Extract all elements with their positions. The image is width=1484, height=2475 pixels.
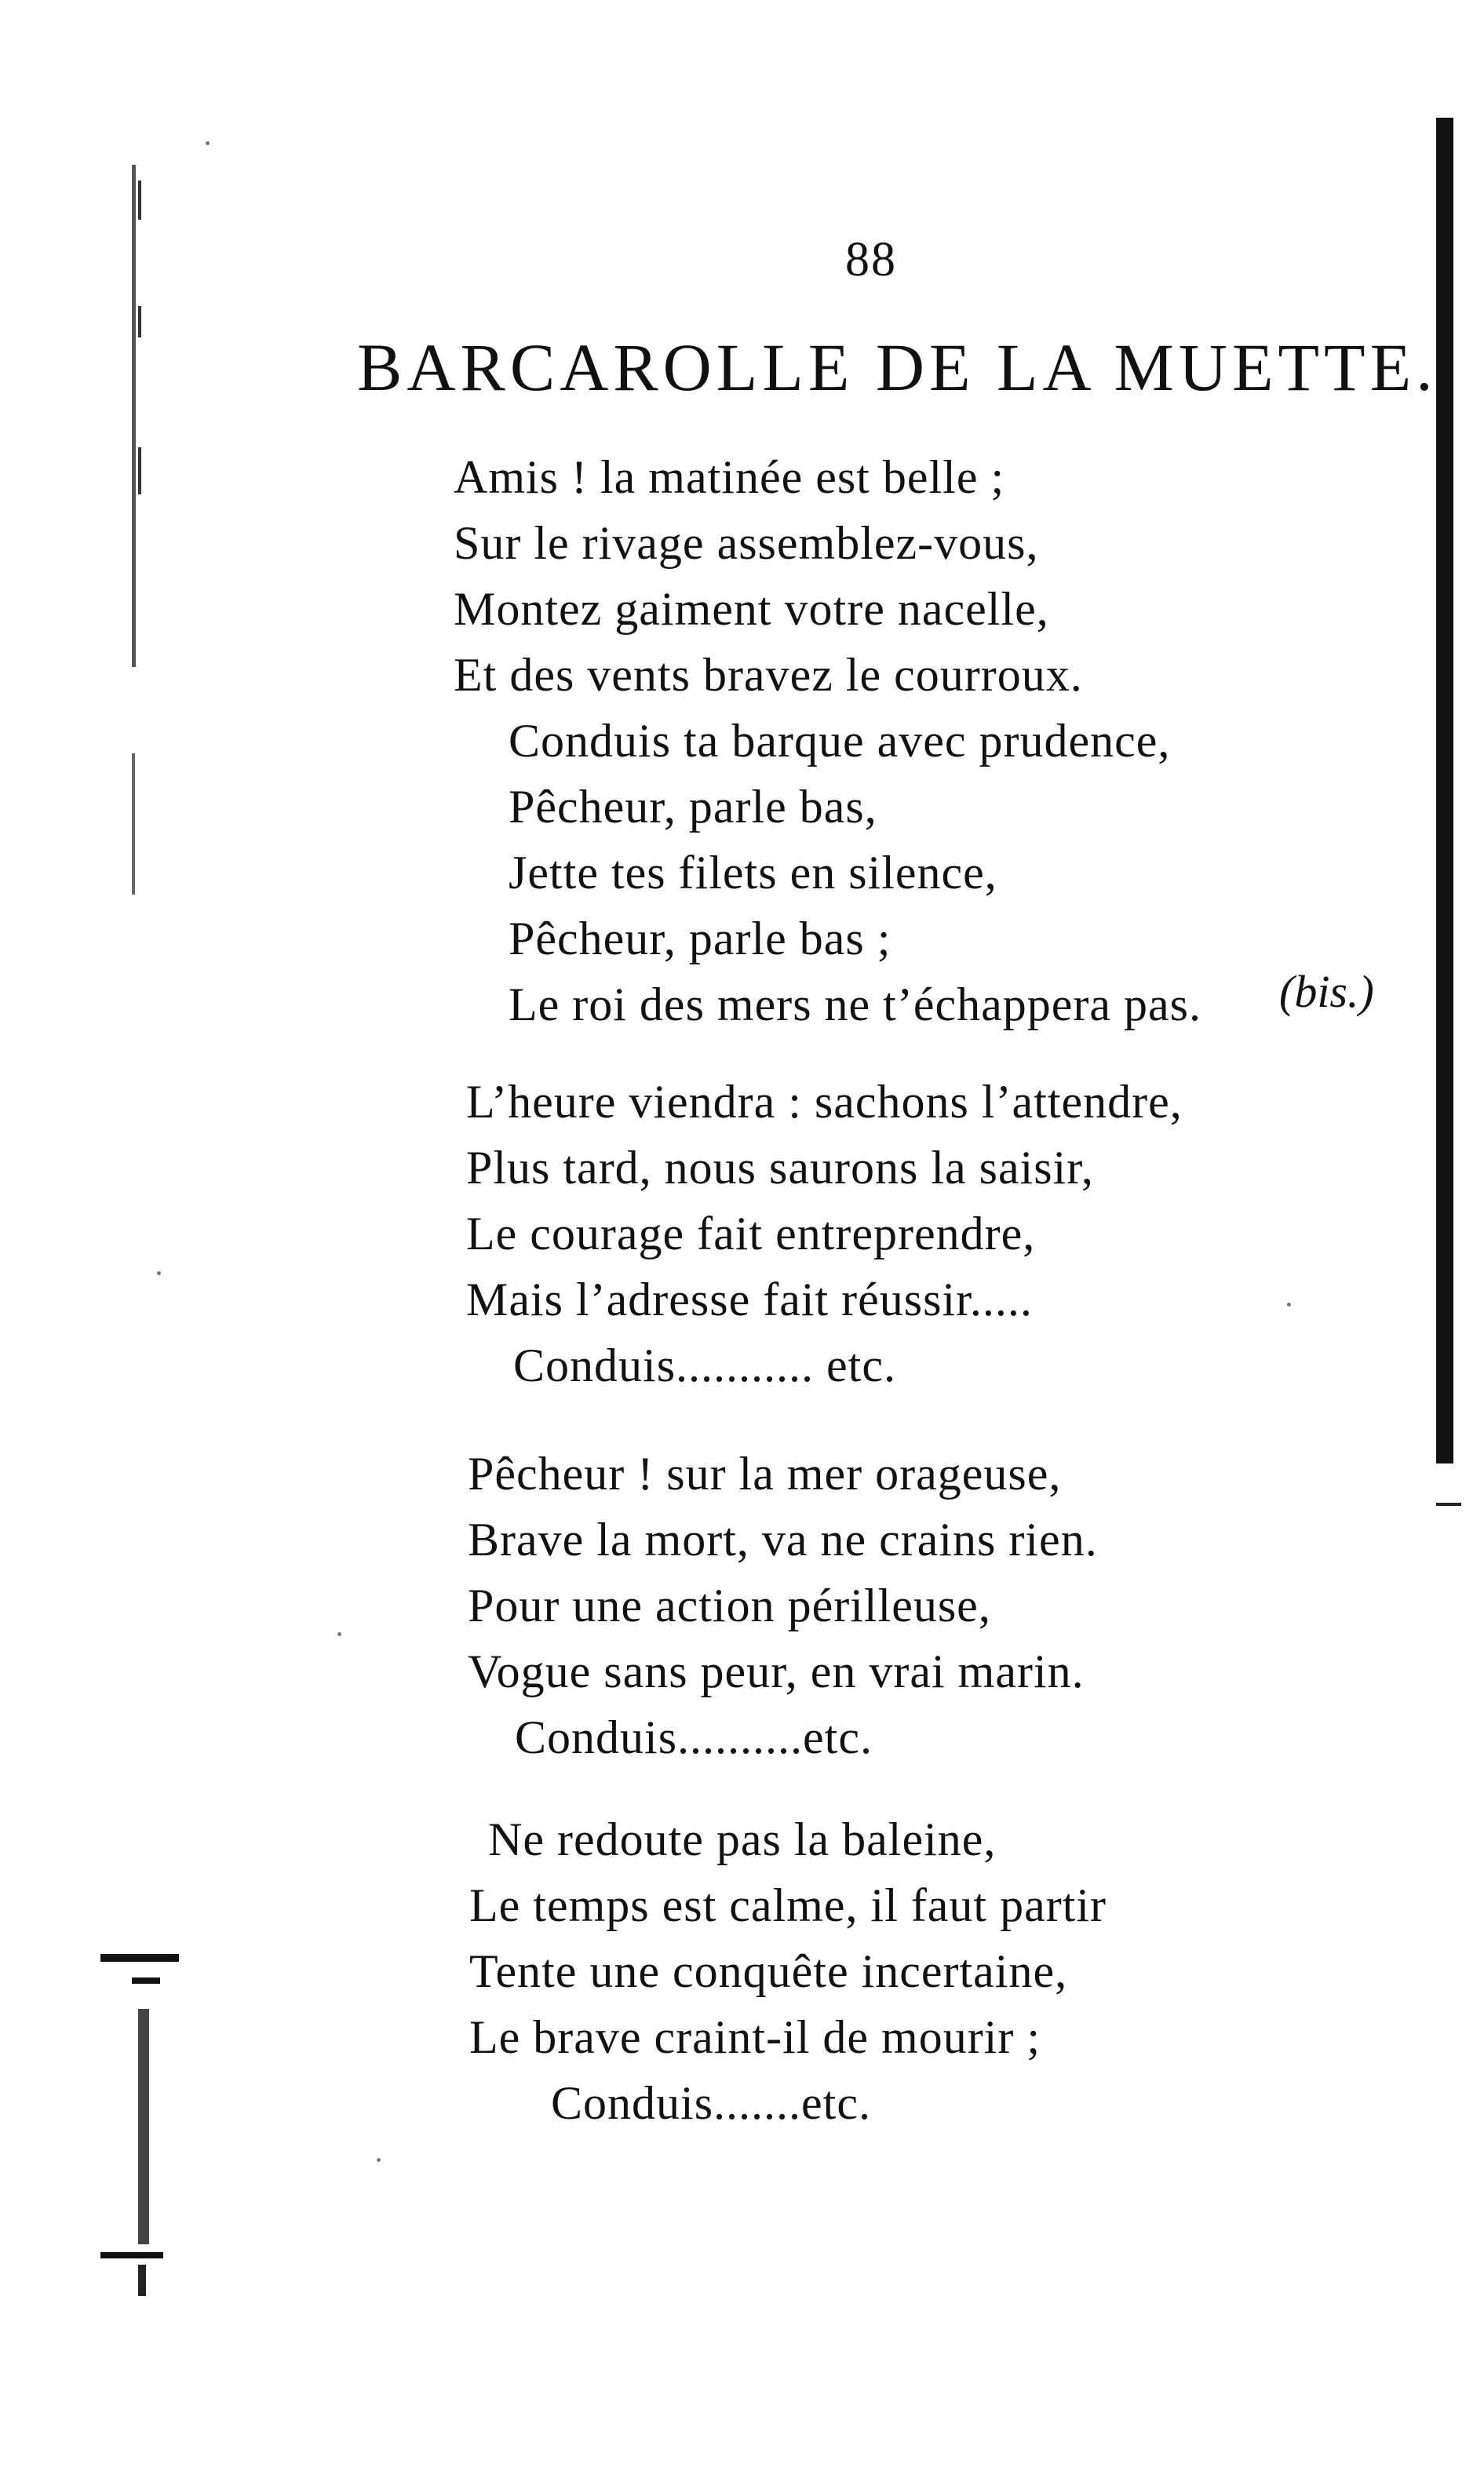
repeat-note: (bis.) [1279, 966, 1374, 1017]
speck [157, 1271, 161, 1275]
verse-line: Mais l’adresse fait réussir..... [466, 1274, 1033, 1325]
verse-line: Le temps est calme, il faut partir [469, 1879, 1107, 1931]
verse-line: Conduis.......etc. [551, 2077, 871, 2129]
speck [377, 2158, 381, 2162]
verse-line: Pêcheur ! sur la mer orageuse, [468, 1448, 1062, 1500]
page-edge-bar [1436, 118, 1453, 1463]
verse-line: Conduis........... etc. [513, 1340, 896, 1391]
verse-line: Le courage fait entreprendre, [466, 1208, 1036, 1259]
speck [206, 141, 210, 145]
verse-line: Plus tard, nous saurons la saisir, [466, 1142, 1094, 1194]
page-edge-tick [1436, 1503, 1461, 1506]
verse-line: Conduis ta barque avec prudence, [509, 715, 1171, 767]
verse-line: L’heure viendra : sachons l’attendre, [466, 1076, 1183, 1128]
speck [1287, 1303, 1291, 1307]
stanza-3 [468, 1441, 1098, 1770]
verse-line: Et des vents bravez le courroux. [454, 649, 1083, 701]
verse-line: Pêcheur, parle bas ; [509, 913, 891, 964]
verse-line: Conduis..........etc. [515, 1711, 873, 1763]
verse-line: Le brave craint-il de mourir ; [469, 2011, 1041, 2063]
verse-line: Sur le rivage assemblez-vous, [454, 517, 1039, 569]
stanza-2 [466, 1069, 1183, 1398]
verse-line: Amis ! la matinée est belle ; [454, 451, 1005, 503]
verse-line: Brave la mort, va ne crains rien. [468, 1514, 1098, 1566]
verse-line: Pour une action périlleuse, [468, 1580, 991, 1631]
stanza-4 [469, 1806, 1107, 2136]
speck [337, 1632, 341, 1636]
page-number: 88 [845, 233, 897, 286]
verse-line: Ne redoute pas la baleine, [488, 1813, 997, 1865]
verse-line: Jette tes filets en silence, [509, 847, 997, 899]
verse-line: Vogue sans peur, en vrai marin. [468, 1646, 1085, 1697]
verse-line: Tente une conquête incertaine, [469, 1945, 1068, 1997]
verse-line: Montez gaiment votre nacelle, [454, 583, 1049, 635]
stanza-1 [454, 444, 1201, 1037]
binding-marks-bottom [132, 1954, 155, 2299]
verse-line: Le roi des mers ne t’échappera pas. [509, 979, 1201, 1030]
verse-line: Pêcheur, parle bas, [509, 781, 877, 833]
binding-marks-middle [132, 753, 155, 895]
page-title: BARCAROLLE DE LA MUETTE. [357, 330, 1438, 405]
